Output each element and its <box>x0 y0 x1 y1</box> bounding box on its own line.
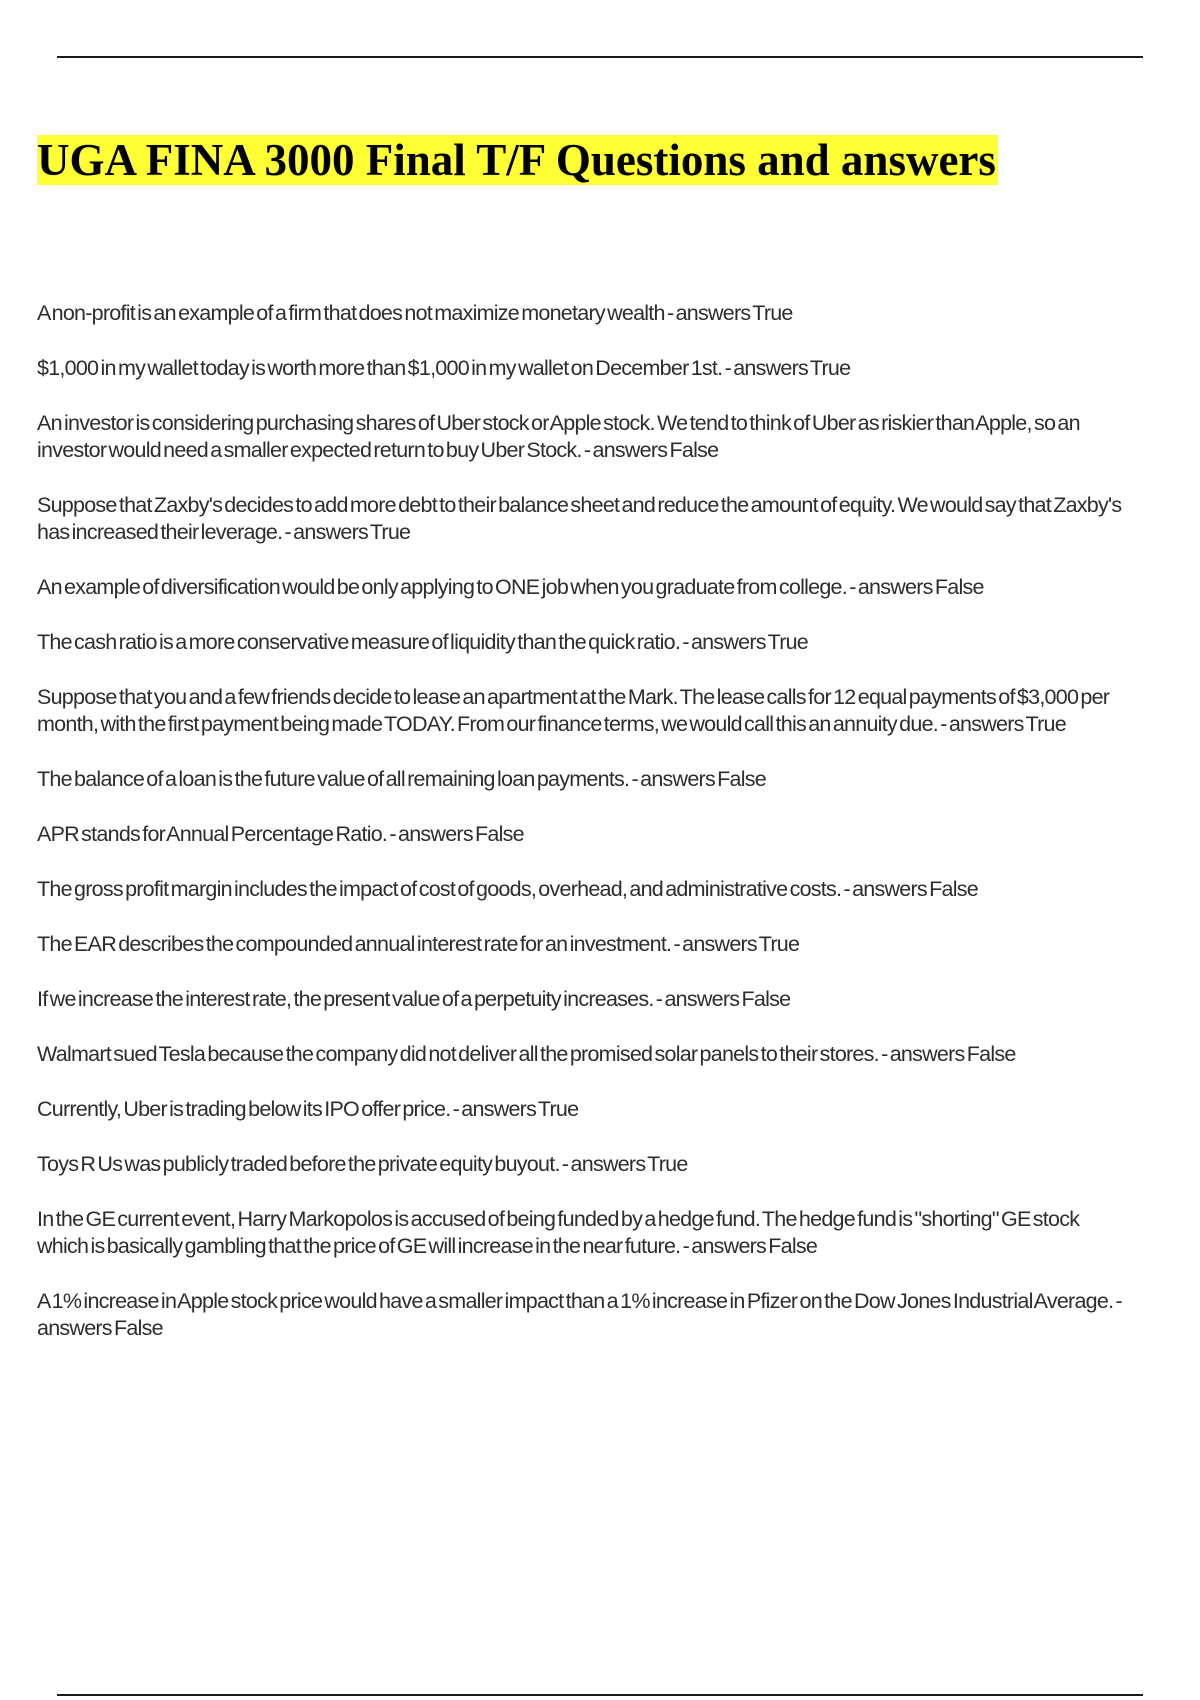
qa-list <box>37 300 1127 1370</box>
qa-item: Suppose that you and a few friends decide to lease an apartment at the Mark. The lease calls for 12 equal payments of $3,000 per month, with the first payment being made TODAY. From our finance terms, we would call this an annuity due. - answers True <box>37 685 1110 736</box>
qa-item: If we increase the interest rate, the present value of a perpetuity increases. - answers False <box>37 987 791 1011</box>
bottom-rule <box>57 1694 1143 1696</box>
qa-item: In the GE current event, Harry Markopolos is accused of being funded by a hedge fund. The hedge fund is "shorting" GE stock which is basically gambling that the price of GE will increase in the near future. - answers False <box>37 1207 1080 1258</box>
qa-item: APR stands for Annual Percentage Ratio. - answers False <box>37 822 524 846</box>
qa-item: A 1% increase in Apple stock price would have a smaller impact than a 1% increase in Pfizer on the Dow Jones Industrial Average. - answers False <box>37 1289 1122 1340</box>
title-highlight: UGA FINA 3000 Final T/F Questions and answers <box>37 135 996 185</box>
qa-item: Walmart sued Tesla because the company did not deliver all the promised solar panels to their stores. - answers False <box>37 1042 1016 1066</box>
qa-item: A non-profit is an example of a firm that does not maximize monetary wealth - answers True <box>37 301 793 325</box>
qa-item: $1,000 in my wallet today is worth more than $1,000 in my wallet on December 1st. - answers True <box>37 356 851 380</box>
qa-item: The EAR describes the compounded annual interest rate for an investment. - answers True <box>37 932 800 956</box>
qa-item: Suppose that Zaxby's decides to add more debt to their balance sheet and reduce the amount of equity. We would say that Zaxby's has increased their leverage. - answers True <box>37 493 1122 544</box>
qa-item: The cash ratio is a more conservative measure of liquidity than the quick ratio. - answers True <box>37 630 809 654</box>
qa-item: The balance of a loan is the future value of all remaining loan payments. - answers False <box>37 767 766 791</box>
qa-item: Currently, Uber is trading below its IPO offer price. - answers True <box>37 1097 579 1121</box>
qa-item: An example of diversification would be only applying to ONE job when you graduate from college. - answers False <box>37 575 984 599</box>
qa-item: An investor is considering purchasing shares of Uber stock or Apple stock. We tend to think of Uber as riskier than Apple, so an investor would need a smaller expected return to buy Uber Stock. - answers False <box>37 411 1080 462</box>
qa-item: Toys R Us was publicly traded before the private equity buyout. - answers True <box>37 1152 688 1176</box>
document-title <box>37 132 998 188</box>
qa-item: The gross profit margin includes the impact of cost of goods, overhead, and administrative costs. - answers False <box>37 877 978 901</box>
top-rule <box>57 56 1143 58</box>
